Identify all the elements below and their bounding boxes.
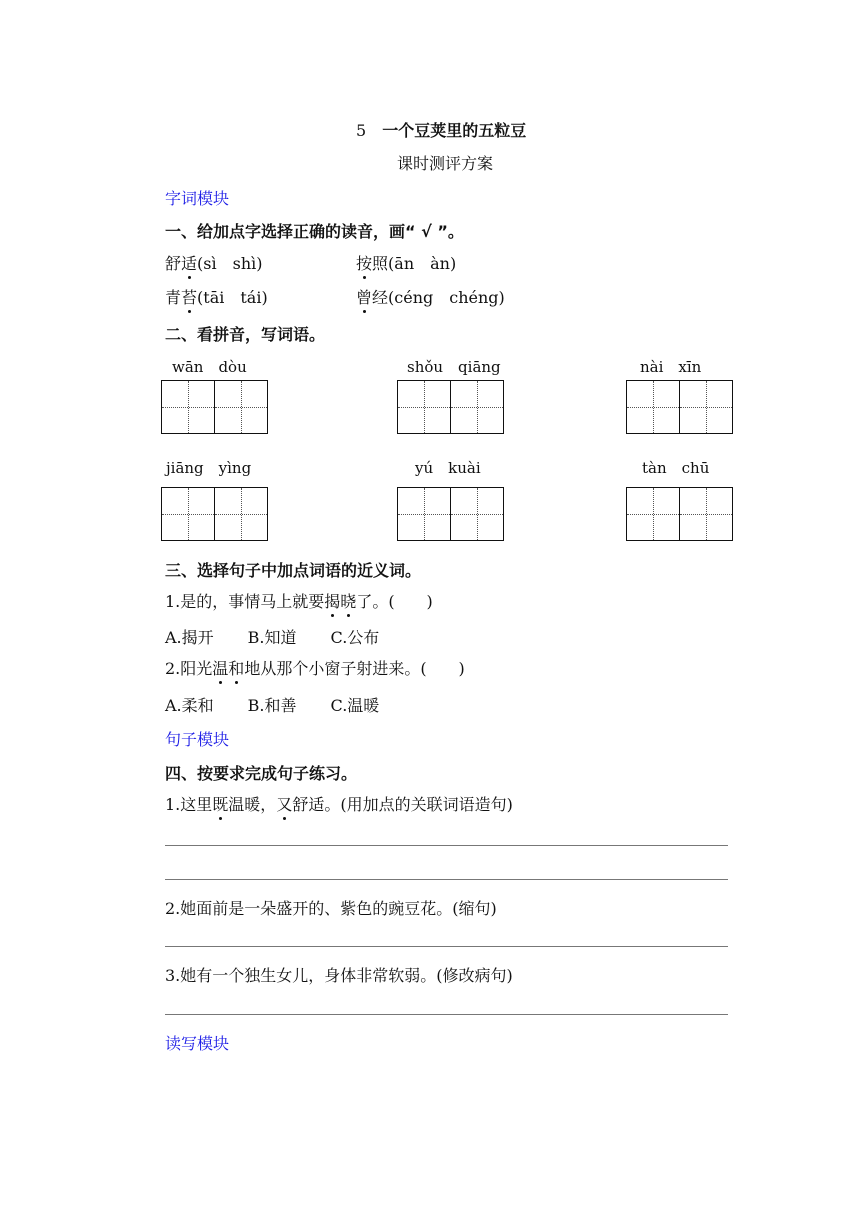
q1-item-3-text: 青 xyxy=(165,288,182,307)
q3-options-1 xyxy=(165,625,379,648)
sentence-text: 2.阳光 xyxy=(165,659,213,678)
q4-heading: 四、按要求完成句子练习。 xyxy=(165,764,358,783)
pinyin-3: nài xīn xyxy=(640,358,702,376)
dotted-char: 和 xyxy=(228,656,244,679)
sentence-text: 温暖， xyxy=(228,795,277,814)
option-c[interactable]: C.公布 xyxy=(330,628,380,647)
section-reading: 读写模块 xyxy=(165,1034,230,1053)
q1-item-3-options: (tāi tái) xyxy=(197,288,268,307)
writing-cell[interactable] xyxy=(450,487,504,541)
q3-sentence-1 xyxy=(165,589,433,612)
writing-cell[interactable] xyxy=(161,487,215,541)
q1-item-4-options: (céng chéng) xyxy=(388,288,505,307)
q1-item-3 xyxy=(165,285,268,308)
page-title xyxy=(356,118,526,141)
sentence-text: 舒适。(用加点的关联词语造句) xyxy=(292,795,513,814)
q1-item-4 xyxy=(356,285,505,308)
answer-line[interactable] xyxy=(165,946,728,947)
pinyin-2: shǒu qiāng xyxy=(407,358,501,376)
dotted-char: 按 xyxy=(356,251,372,274)
dotted-char: 又 xyxy=(276,792,292,815)
answer-line[interactable] xyxy=(165,1014,728,1015)
sentence-text: 1.是的，事情马上就要 xyxy=(165,592,325,611)
q1-item-4-text2: 经 xyxy=(372,288,389,307)
page-subtitle: 课时测评方案 xyxy=(397,154,494,173)
writing-grid-1[interactable] xyxy=(161,380,267,434)
dotted-char: 苔 xyxy=(181,285,197,308)
writing-cell[interactable] xyxy=(626,487,680,541)
option-c[interactable]: C.温暖 xyxy=(330,696,380,715)
q1-item-1-text: 舒 xyxy=(165,254,182,273)
sentence-text: 1.这里 xyxy=(165,795,213,814)
q1-item-1-options: (sì shì) xyxy=(197,254,263,273)
q2-heading: 二、看拼音，写词语。 xyxy=(165,325,326,344)
pinyin-5: yú kuài xyxy=(415,459,481,477)
option-b[interactable]: B.和善 xyxy=(247,696,297,715)
pinyin-1: wān dòu xyxy=(172,358,247,376)
writing-cell[interactable] xyxy=(397,380,451,434)
writing-grid-6[interactable] xyxy=(626,487,732,541)
dotted-char: 曾 xyxy=(356,285,372,308)
writing-cell[interactable] xyxy=(397,487,451,541)
q1-item-2-options: (ān àn) xyxy=(388,254,457,273)
q1-item-2-text2: 照 xyxy=(372,254,389,273)
writing-cell[interactable] xyxy=(679,487,733,541)
dotted-char: 温 xyxy=(212,656,228,679)
q3-options-2 xyxy=(165,693,379,716)
writing-grid-4[interactable] xyxy=(161,487,267,541)
writing-cell[interactable] xyxy=(679,380,733,434)
q1-heading: 一、给加点字选择正确的读音，画“ √ ”。 xyxy=(165,222,464,241)
writing-grid-5[interactable] xyxy=(397,487,503,541)
pinyin-4: jiāng yìng xyxy=(166,459,252,477)
writing-grid-3[interactable] xyxy=(626,380,732,434)
q3-heading: 三、选择句子中加点词语的近义词。 xyxy=(165,561,422,580)
writing-cell[interactable] xyxy=(450,380,504,434)
q4-sentence-2: 2.她面前是一朵盛开的、紫色的豌豆花。(缩句) xyxy=(165,899,497,918)
q1-item-2 xyxy=(356,251,456,274)
sentence-text: 了。( ) xyxy=(356,592,433,611)
q3-sentence-2 xyxy=(165,656,465,679)
dotted-char: 既 xyxy=(212,792,228,815)
lesson-title: 一个豆荚里的五粒豆 xyxy=(382,121,527,140)
option-a[interactable]: A.柔和 xyxy=(165,696,214,715)
dotted-char: 晓 xyxy=(340,589,356,612)
section-sentences: 句子模块 xyxy=(165,730,230,749)
writing-cell[interactable] xyxy=(626,380,680,434)
q1-item-1 xyxy=(165,251,262,274)
pinyin-6: tàn chū xyxy=(642,459,710,477)
writing-cell[interactable] xyxy=(214,487,268,541)
lesson-number: 5 xyxy=(356,121,367,140)
dotted-char: 揭 xyxy=(324,589,340,612)
q4-sentence-3: 3.她有一个独生女儿，身体非常软弱。(修改病句) xyxy=(165,966,513,985)
dotted-char: 适 xyxy=(181,251,197,274)
answer-line[interactable] xyxy=(165,879,728,880)
writing-grid-2[interactable] xyxy=(397,380,503,434)
sentence-text: 地从那个小窗子射进来。( ) xyxy=(244,659,465,678)
option-b[interactable]: B.知道 xyxy=(247,628,297,647)
writing-cell[interactable] xyxy=(214,380,268,434)
answer-line[interactable] xyxy=(165,845,728,846)
option-a[interactable]: A.揭开 xyxy=(165,628,214,647)
section-words: 字词模块 xyxy=(165,189,230,208)
q4-sentence-1 xyxy=(165,792,513,815)
writing-cell[interactable] xyxy=(161,380,215,434)
